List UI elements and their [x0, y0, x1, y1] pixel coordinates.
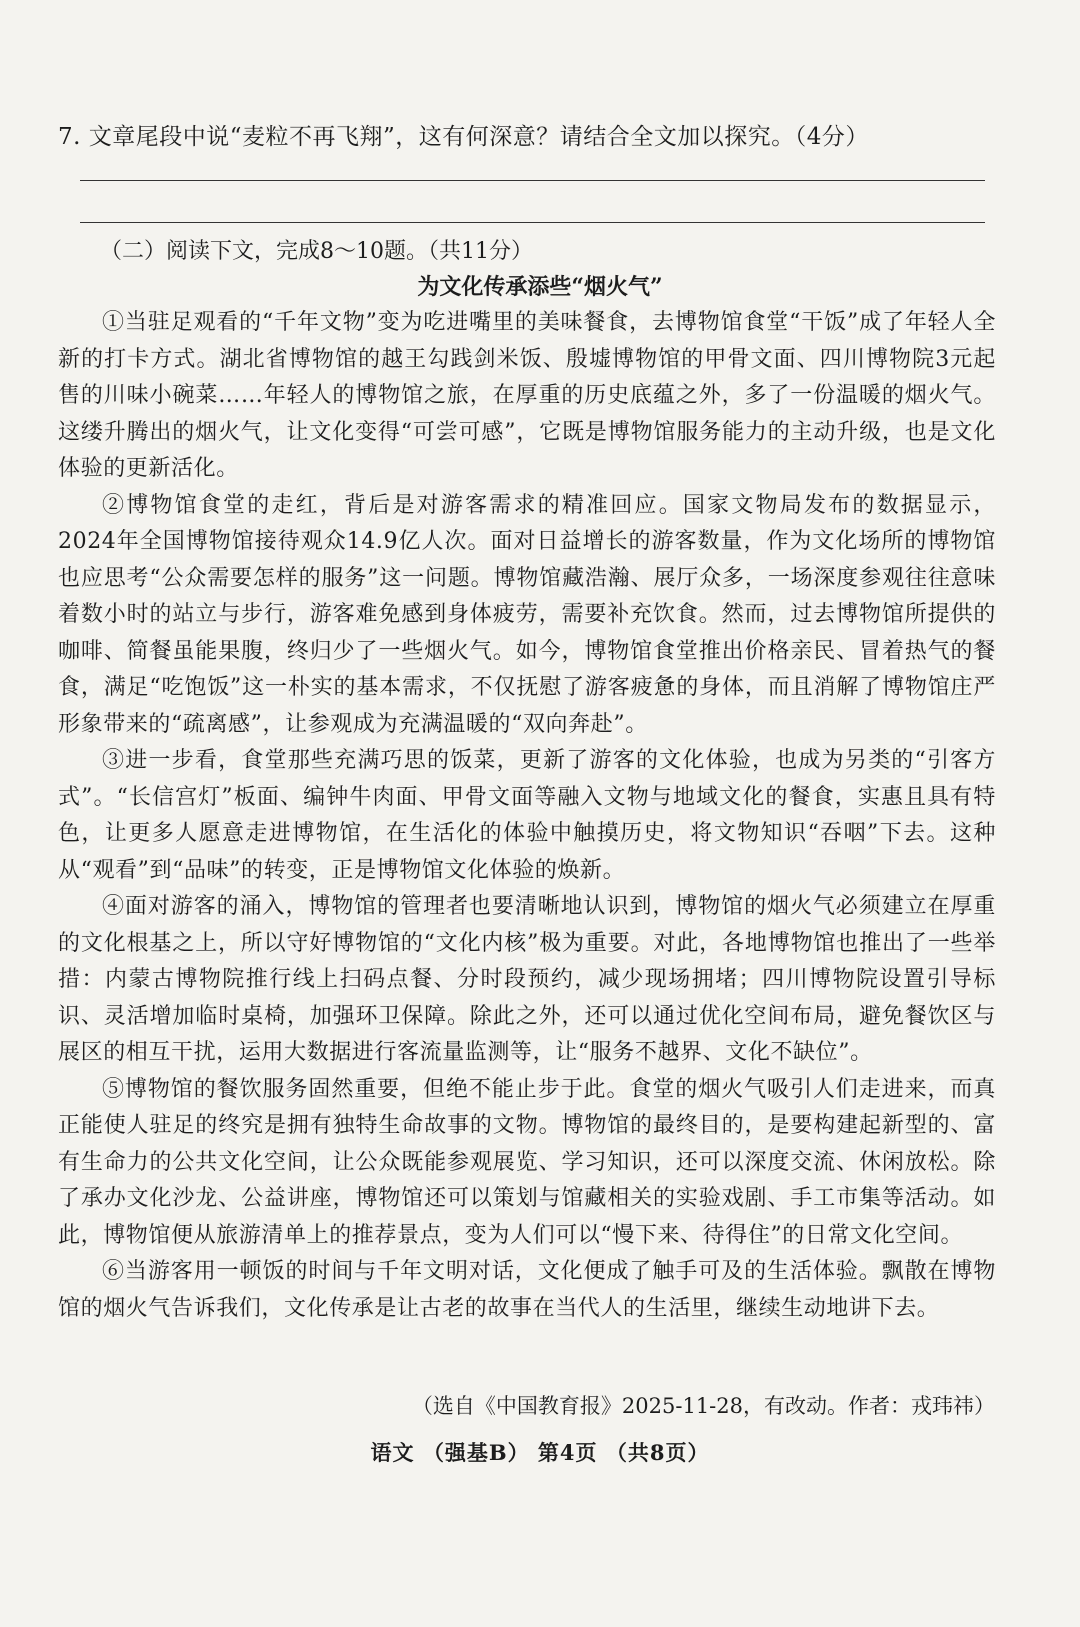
paragraph-2: ②博物馆食堂的走红，背后是对游客需求的精准回应。国家文物局发布的数据显示，2024年全国博物馆接待观众14.9亿人次。面对日益增长的游客数量，作为文化场所的博物馆也应思考“公众需要怎样的服务”这一问题。博物馆藏浩瀚、展厅众多，一场深度参观往往意味着数小时的站立与步行，游客难免感到身体疲劳，需要补充饮食。然而，过去博物馆所提供的咖啡、简餐虽能果腹，终归少了一些烟火气。如今，博物馆食堂推出价格亲民、冒着热气的餐食，满足“吃饱饭”这一朴实的基本需求，不仅抚慰了游客疲惫的身体，而且消解了博物馆庄严形象带来的“疏离感”，让参观成为充满温暖的“双向奔赴”。 [58, 492, 996, 737]
paragraph-1: ①当驻足观看的“千年文物”变为吃进嘴里的美味餐食，去博物馆食堂“干饭”成了年轻人全新的打卡方式。湖北省博物馆的越王勾践剑米饭、殷墟博物馆的甲骨文面、四川博物院3元起售的川味小碗菜……年轻人的博物馆之旅，在厚重的历史底蕴之外，多了一份温暖的烟火气。这缕升腾出的烟火气，让文化变得“可尝可感”，它既是博物馆服务能力的主动升级，也是文化体验的更新活化。 [58, 310, 996, 481]
article-title: 为文化传承添些“烟火气” [417, 274, 663, 300]
page-footer: 语文 （强基B） 第4页 （共8页） [370, 1440, 710, 1465]
paragraph-6: ⑥当游客用一顿饭的时间与千年文明对话，文化便成了触手可及的生活体验。飘散在博物馆的烟火气告诉我们，文化传承是让古老的故事在当代人的生活里，继续生动地讲下去。 [58, 1259, 996, 1321]
section-heading: （二）阅读下文，完成8～10题。（共11分） [100, 239, 533, 264]
paragraph-3: ③进一步看，食堂那些充满巧思的饭菜，更新了游客的文化体验，也成为另类的“引客方式”。“长信宫灯”板面、编钟牛肉面、甲骨文面等融入文物与地域文化的餐食，实惠且具有特色，让更多人愿意走进博物馆，在生活化的体验中触摸历史，将文物知识“吞咽”下去。这种从“观看”到“品味”的转变，正是博物馆文化体验的焕新。 [58, 748, 996, 883]
paragraph-4: ④面对游客的涌入，博物馆的管理者也要清晰地认识到，博物馆的烟火气必须建立在厚重的文化根基之上，所以守好博物馆的“文化内核”极为重要。对此，各地博物馆也推出了一些举措：内蒙古博物院推行线上扫码点餐、分时段预约，减少现场拥堵；四川博物院设置引导标识、灵活增加临时桌椅，加强环卫保障。除此之外，还可以通过优化空间布局，避免餐饮区与展区的相互干扰，运用大数据进行客流量监测等，让“服务不越界、文化不缺位”。 [58, 894, 996, 1065]
answer-line [80, 180, 985, 181]
article-source: （选自《中国教育报》2025-11-28，有改动。作者：戎玮祎） [411, 1394, 995, 1418]
paragraph-5: ⑤博物馆的餐饮服务固然重要，但绝不能止步于此。食堂的烟火气吸引人们走进来，而真正能使人驻足的终究是拥有独特生命故事的文物。博物馆的最终目的，是要构建起新型的、富有生命力的公共文化空间，让公众既能参观展览、学习知识，还可以深度交流、休闲放松。除了承办文化沙龙、公益讲座，博物馆还可以策划与馆藏相关的实验戏剧、手工市集等活动。如此，博物馆便从旅游清单上的推荐景点，变为人们可以“慢下来、待得住”的日常文化空间。 [58, 1076, 996, 1248]
article-body [58, 305, 996, 1327]
question-7: 7. 文章尾段中说“麦粒不再飞翔”，这有何深意？请结合全文加以探究。（4分） [58, 124, 869, 150]
answer-line [80, 222, 985, 223]
